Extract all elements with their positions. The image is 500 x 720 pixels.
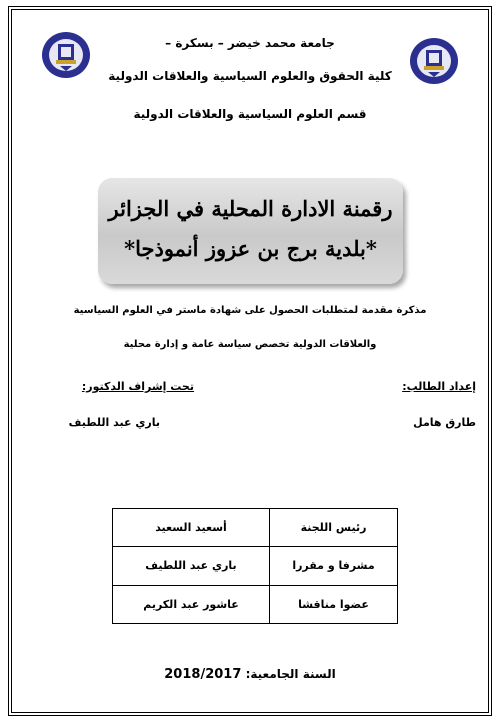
supervisor-label: تحت إشراف الدكتور: — [81, 380, 194, 393]
jury-table — [112, 508, 398, 624]
table-row — [113, 547, 398, 585]
student-label: إعداد الطالب: — [402, 380, 476, 393]
thesis-title-line1: رقمنة الادارة المحلية في الجزائر — [108, 196, 393, 221]
jury-member-name: أسعيد السعيد — [113, 509, 270, 547]
jury-member-name: عاشور عبد الكريم — [113, 585, 270, 623]
thesis-title-line2: *بلدية برج بن عزوز أنموذجا* — [124, 236, 377, 261]
thesis-title-box — [98, 178, 403, 284]
jury-member-name: باري عبد اللطيف — [113, 547, 270, 585]
table-row — [113, 509, 398, 547]
academic-year-value: 2018/2017 — [164, 667, 242, 682]
student-name: طارق هامل — [413, 416, 476, 429]
table-row — [113, 585, 398, 623]
department-name: قسم العلوم السياسية والعلاقات الدولية — [133, 107, 367, 121]
university-name: جامعة محمد خيضر – بسكرة – — [165, 36, 335, 50]
jury-role: مشرفا و مقررا — [270, 547, 398, 585]
thesis-purpose-line2: والعلاقات الدولية تخصص سياسة عامة و إدارة محلية — [123, 339, 377, 350]
academic-year-label: السنة الجامعية: — [245, 667, 336, 681]
faculty-name: كلية الحقوق والعلوم السياسية والعلاقات الدولية — [108, 69, 392, 83]
jury-role: رئيس اللجنة — [270, 509, 398, 547]
jury-role: عضوا مناقشا — [270, 585, 398, 623]
academic-year — [0, 667, 500, 682]
supervisor-name: باري عبد اللطيف — [68, 416, 160, 429]
thesis-purpose-line1: مذكرة مقدمة لمتطلبات الحصول على شهادة ماستر في العلوم السياسية — [73, 305, 427, 316]
